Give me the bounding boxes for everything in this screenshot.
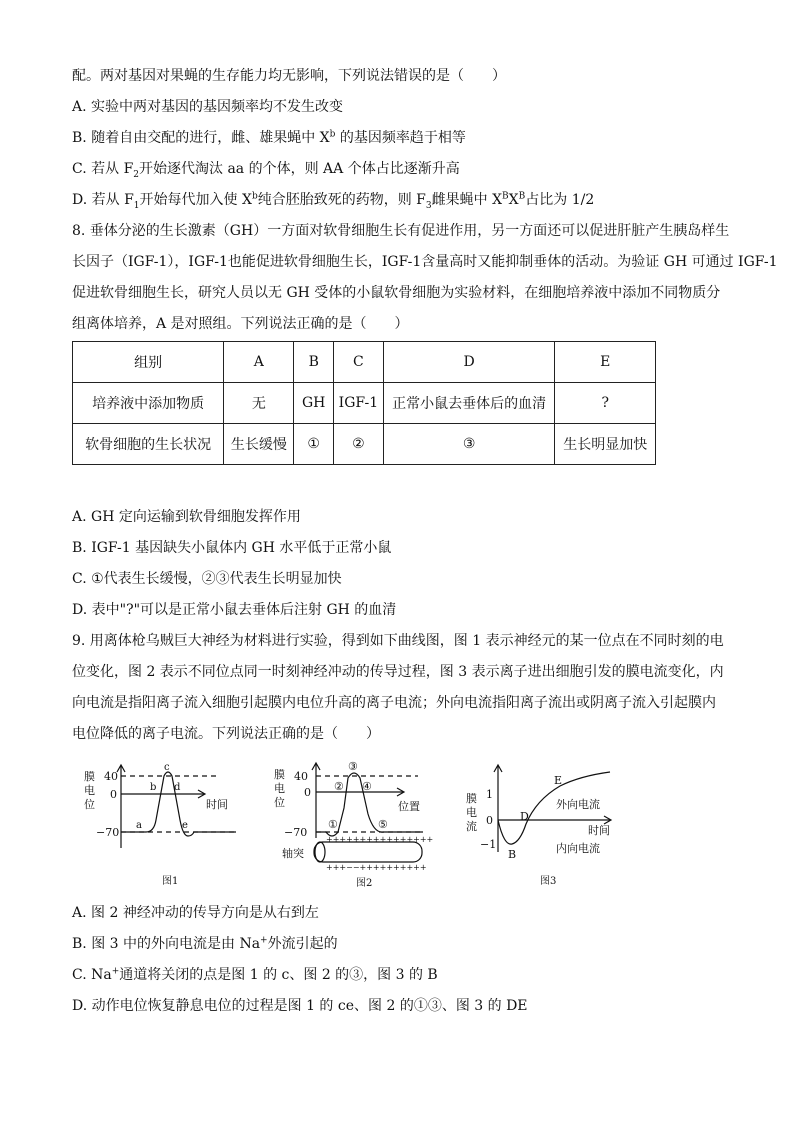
q9-stem-line2: 位变化，图 2 表示不同位点同一时刻神经冲动的传导过程，图 3 表示离子进出细胞引发的膜电流变化，内 [72,664,724,680]
fig1-ylabel-1: 膜 [84,770,95,783]
table-cell: 培养液中添加物质 [73,383,224,424]
fig2-membrane-charges-bottom: +++−−++++++++++ [326,863,427,872]
table-cell: ? [555,383,656,424]
table-row [73,383,656,424]
fig1-ylabel-2: 电 [84,784,95,797]
q9-stem-line3: 向电流是指阳离子流入细胞引起膜内电位升高的离子电流；外向电流指阳离子流出或阴离子流入引起膜内 [72,695,716,711]
fig2-tick-0: 0 [304,786,311,799]
table-cell: 生长缓慢 [224,424,294,465]
figure-1 [76,760,246,890]
q8-table [72,341,656,465]
fig2-caption: 图2 [356,878,373,889]
table-cell: D [383,342,555,383]
q7-stem-tail: 配。两对基因对果蝇的生存能力均无影响，下列说法错误的是（ ） [72,68,506,84]
q8-stem-line2: 长因子（IGF-1），IGF-1也能促进软骨细胞生长，IGF-1含量高时又能抑制垂体的活动。为验证 GH 可通过 IGF-1 [72,254,778,270]
q7-option-b: B. 随着自由交配的进行，雌、雄果蝇中 $X^b$ 的基因频率趋于相等 [72,129,466,146]
fig2-membrane-charges-top: ++++++++++++++++ [326,835,434,844]
figure-3 [460,760,620,890]
fig1-point-b: b [150,782,157,793]
figure-2 [268,758,438,890]
table-row [73,424,656,465]
table-cell: 组别 [73,342,224,383]
table-cell: ③ [383,424,555,465]
fig2-point-3: ③ [348,760,358,773]
q9-option-d: D. 动作电位恢复静息电位的过程是图 1 的 ce、图 2 的①③、图 3 的 DE [72,998,528,1014]
table-cell: A [224,342,294,383]
q8-option-d: D. 表中"?"可以是正常小鼠去垂体后注射 GH 的血清 [72,602,397,618]
table-cell: 无 [224,383,294,424]
q7-option-d: D. 若从 $F_1$开始每代加入使 $X^b$纯合胚胎致死的药物，则 $F_3$雌果蝇中 $X^BX^B$占比为 1/2 [72,191,595,211]
table-cell: IGF-1 [334,383,384,424]
q8-option-b: B. IGF-1 基因缺失小鼠体内 GH 水平低于正常小鼠 [72,540,392,556]
q8-stem-line3: 促进软骨细胞生长，研究人员以无 GH 受体的小鼠软骨细胞为实验材料，在细胞培养液中添加不同物质分 [72,285,721,301]
table-cell: 软骨细胞的生长状况 [73,424,224,465]
fig3-ylabel-1: 膜 [466,792,477,805]
fig3-tick-1: 1 [486,788,493,801]
table-cell: C [334,342,384,383]
table-cell: ① [294,424,334,465]
q9-option-a: A. 图 2 神经冲动的传导方向是从右到左 [72,905,319,921]
table-header-row [73,342,656,383]
fig1-tick-40: 40 [104,770,118,783]
q8-stem-line1: 8. 垂体分泌的生长激素（GH）一方面对软骨细胞生长有促进作用，另一方面还可以促进肝脏产生胰岛样生 [72,223,730,239]
fig1-caption: 图1 [162,876,179,887]
table-cell: E [555,342,656,383]
q7-option-c: C. 若从 $F_2$开始逐代淘汰 aa 的个体，则 AA 个体占比逐渐升高 [72,161,460,180]
fig2-point-2: ② [334,780,344,793]
q9-stem-line4: 电位降低的离子电流。下列说法正确的是（ ） [72,726,380,742]
table-cell: ② [334,424,384,465]
fig1-point-e: e [182,820,188,831]
table-cell: GH [294,383,334,424]
fig1-tick-0: 0 [110,788,117,801]
fig3-xlabel: 时间 [588,824,610,837]
fig3-inward-label: 内向电流 [556,842,600,855]
fig1-xlabel: 时间 [206,798,228,811]
fig2-point-1: ① [328,818,338,831]
fig2-tick-neg70: −70 [284,826,308,839]
fig2-point-4: ④ [362,780,372,793]
fig1-point-a: a [136,820,142,831]
fig1-ylabel-3: 位 [84,798,95,811]
fig3-outward-label: 外向电流 [556,798,600,811]
fig1-tick-neg70: −70 [96,826,120,839]
fig3-point-d: D [520,810,529,823]
q8-option-a: A. GH 定向运输到软骨细胞发挥作用 [72,509,301,525]
q7-option-a: A. 实验中两对基因的基因频率均不发生改变 [72,99,344,115]
fig3-ylabel-2: 电 [466,806,477,819]
q9-stem-line1: 9. 用离体枪乌贼巨大神经为材料进行实验，得到如下曲线图，图 1 表示神经元的某一位点在不同时刻的电 [72,633,724,649]
table-cell: B [294,342,334,383]
fig2-tick-40: 40 [294,770,308,783]
fig3-tick-neg1: −1 [480,838,497,851]
fig1-point-d: d [174,782,181,793]
fig2-ylabel-3: 位 [274,796,285,809]
fig3-tick-0: 0 [486,814,493,827]
q8-stem-line4: 组离体培养，A 是对照组。下列说法正确的是（ ） [72,316,409,332]
q8-option-c: C. ①代表生长缓慢，②③代表生长明显加快 [72,571,342,587]
table-cell: 正常小鼠去垂体后的血清 [383,383,555,424]
fig3-point-e: E [554,774,563,787]
fig3-caption: 图3 [540,876,557,887]
table-cell: 生长明显加快 [555,424,656,465]
q9-option-b: B. 图 3 中的外向电流是由 Na+外流引起的 [72,935,338,952]
fig2-axon-label: 轴突 [282,847,304,860]
fig2-ylabel-1: 膜 [274,768,285,781]
fig2-ylabel-2: 电 [274,782,285,795]
fig3-ylabel-3: 流 [466,820,477,833]
fig2-xlabel: 位置 [398,800,420,813]
fig2-point-5: ⑤ [378,818,388,831]
q9-option-c: C. Na+通道将关闭的点是图 1 的 c、图 2 的③，图 3 的 B [72,966,438,983]
fig3-point-b: B [508,848,517,861]
fig1-point-c: c [164,762,170,773]
